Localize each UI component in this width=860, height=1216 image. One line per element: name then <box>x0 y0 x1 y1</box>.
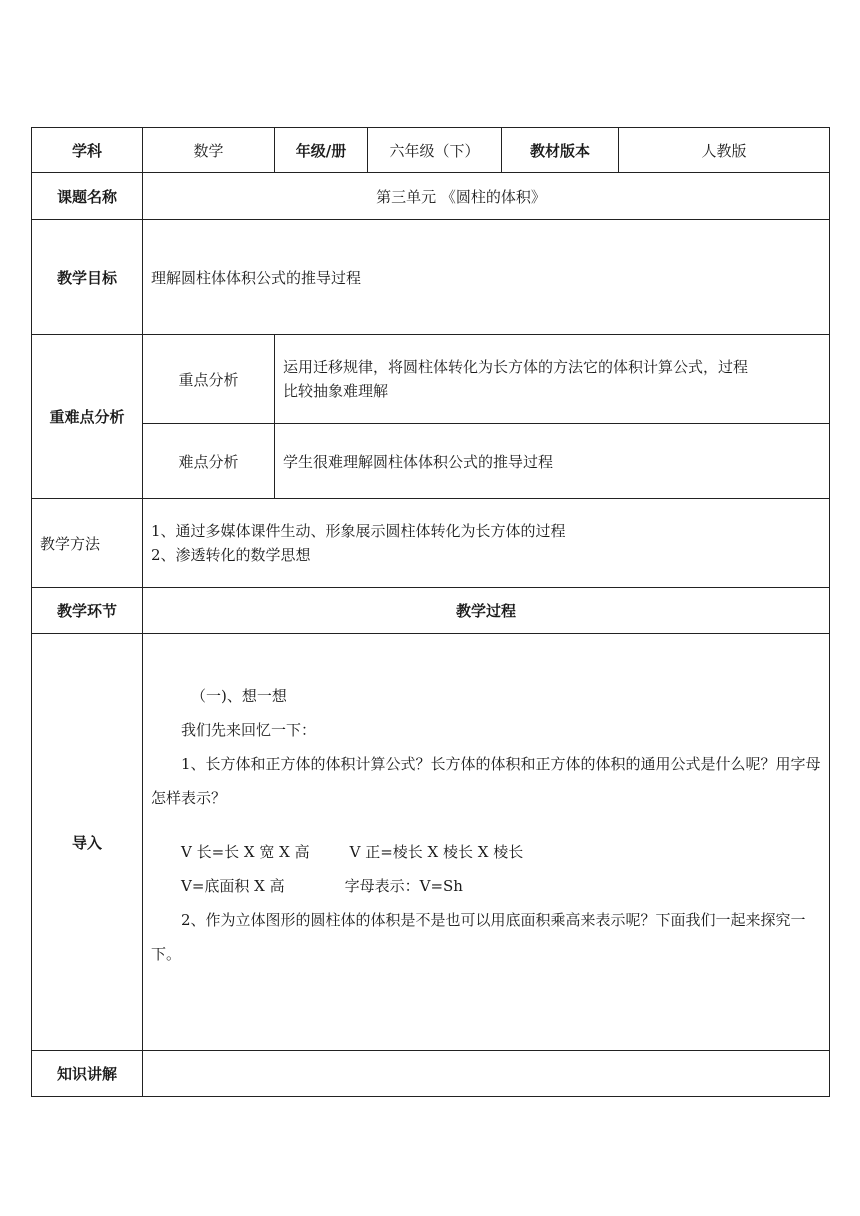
lesson-title-row <box>32 173 830 220</box>
intro-formulas-line-1 <box>151 835 821 869</box>
objective-label: 教学目标 <box>32 220 143 335</box>
method-row <box>32 499 830 588</box>
intro-question-2: 2、作为立体图形的圆柱体的体积是不是也可以用底面积乘高来表示呢？下面我们一起来探究一下。 <box>151 911 806 963</box>
intro-formulas-line-2 <box>151 869 821 903</box>
intro-row <box>32 634 830 1051</box>
intro-question-1: 1、长方体和正方体的体积计算公式？长方体的体积和正方体的体积的通用公式是什么呢？用字母怎样表示？ <box>151 755 821 807</box>
knowledge-content <box>143 1051 830 1097</box>
lesson-title-value: 第三单元 《圆柱的体积》 <box>143 173 830 220</box>
knowledge-row <box>32 1051 830 1097</box>
method-label: 教学方法 <box>32 499 143 588</box>
edition-label: 教材版本 <box>502 128 619 173</box>
difficulty-label: 难点分析 <box>143 424 275 499</box>
intro-recall: 我们先来回忆一下： <box>181 721 317 739</box>
focus-line-1: 运用迁移规律，将圆柱体转化为长方体的方法它的体积计算公式，过程 <box>283 358 749 376</box>
process-header-row <box>32 588 830 634</box>
intro-heading: （一)、想一想 <box>191 687 287 705</box>
focus-label: 重点分析 <box>143 335 275 424</box>
formula-general: V=底面积 X 高 <box>181 877 285 895</box>
grade-value: 六年级（下） <box>368 128 502 173</box>
objective-row <box>32 220 830 335</box>
lesson-plan-table <box>31 127 830 1097</box>
focus-line-2: 比较抽象难理解 <box>283 382 389 400</box>
header-row <box>32 128 830 173</box>
formula-cuboid: V 长=长 X 宽 X 高 <box>181 843 310 861</box>
formula-cube: V 正=棱长 X 棱长 X 棱长 <box>349 843 524 861</box>
subject-value: 数学 <box>143 128 275 173</box>
intro-label: 导入 <box>32 634 143 1051</box>
difficulty-value: 学生很难理解圆柱体体积公式的推导过程 <box>275 424 830 499</box>
knowledge-label: 知识讲解 <box>32 1051 143 1097</box>
method-value <box>143 499 830 588</box>
intro-content <box>143 634 830 1051</box>
edition-value: 人教版 <box>619 128 830 173</box>
method-item-2: 2、渗透转化的数学思想 <box>151 546 311 564</box>
focus-row <box>32 335 830 424</box>
key-points-label: 重难点分析 <box>32 335 143 499</box>
difficulty-row <box>32 424 830 499</box>
lesson-title-label: 课题名称 <box>32 173 143 220</box>
stage-header: 教学环节 <box>32 588 143 634</box>
subject-label: 学科 <box>32 128 143 173</box>
process-header: 教学过程 <box>143 588 830 634</box>
formula-letters: 字母表示：V=Sh <box>344 877 463 895</box>
objective-value: 理解圆柱体体积公式的推导过程 <box>143 220 830 335</box>
method-item-1: 1、通过多媒体课件生动、形象展示圆柱体转化为长方体的过程 <box>151 522 566 540</box>
focus-value <box>275 335 830 424</box>
grade-label: 年级/册 <box>275 128 368 173</box>
